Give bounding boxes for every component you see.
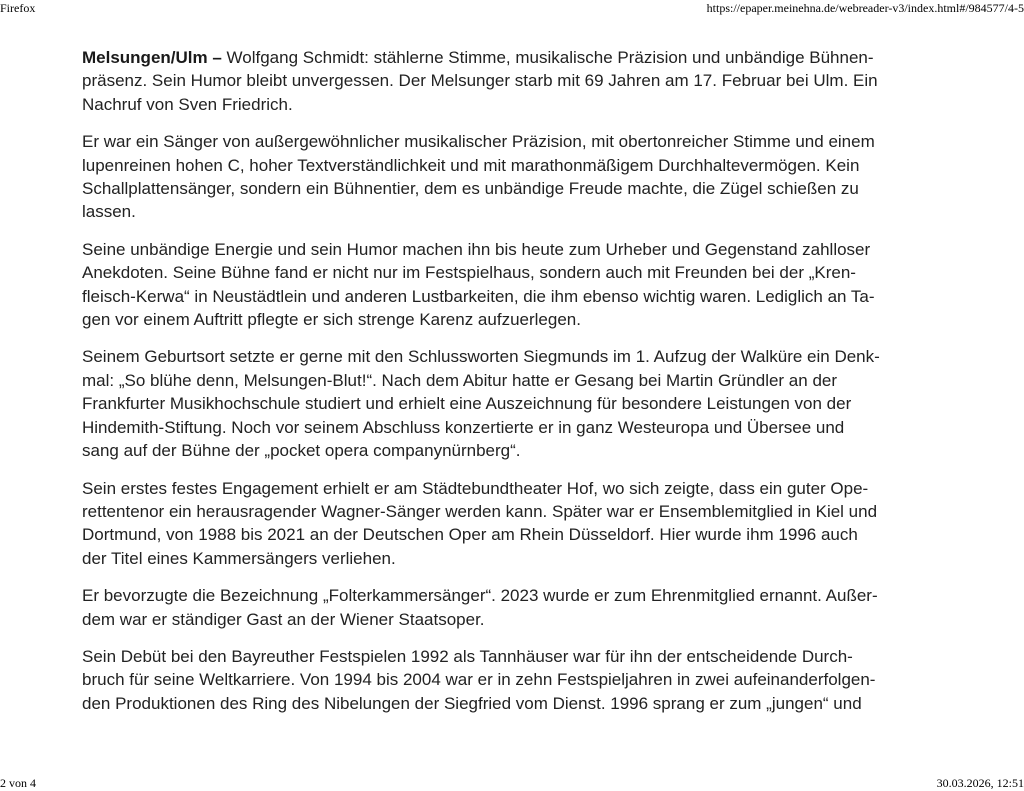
dateline: Melsungen/Ulm –: [82, 48, 222, 67]
print-header: [0, 0, 1024, 16]
article-line: gen vor einem Auftritt pflegte er sich strenge Karenz aufzuerlegen.: [82, 310, 581, 330]
article-paragraph: [82, 46, 952, 116]
article-line: präsenz. Sein Humor bleibt unvergessen. Der Melsunger starb mit 69 Jahren am 17. Februar bei Ulm. Ein: [82, 71, 878, 91]
article-line: sang auf der Bühne der „pocket opera companynürnberg“.: [82, 441, 521, 461]
article-line: Dortmund, von 1988 bis 2021 an der Deutschen Oper am Rhein Düsseldorf. Hier wurde ihm 1996 auch: [82, 525, 858, 545]
article-paragraph: [82, 477, 952, 571]
article-paragraph: [82, 345, 952, 462]
print-timestamp: 30.03.2026, 12:51: [936, 776, 1024, 790]
article-line: Seinem Geburtsort setzte er gerne mit den Schlussworten Siegmunds im 1. Aufzug der Walküre ein Denk-: [82, 347, 880, 367]
article-line: Frankfurter Musikhochschule studiert und erhielt eine Auszeichnung für besondere Leistungen von der: [82, 394, 852, 414]
article-line: dem war er ständiger Gast an der Wiener Staatsoper.: [82, 609, 485, 629]
article-line: Sein Debüt bei den Bayreuther Festspielen 1992 als Tannhäuser war für ihn der entscheidende Durch-: [82, 646, 853, 666]
article-line: Seine unbändige Energie und sein Humor machen ihn bis heute zum Urheber und Gegenstand zahlloser: [82, 239, 871, 259]
article-line: Hindemith-Stiftung. Noch vor seinem Abschluss konzertierte er in ganz Westeuropa und Übersee und: [82, 417, 845, 437]
article-line: Sein erstes festes Engagement erhielt er am Städtebundtheater Hof, wo sich zeigte, dass ein guter Ope-: [82, 478, 869, 498]
article-line: bruch für seine Weltkarriere. Von 1994 bis 2004 war er in zehn Festspieljahren in zwei aufeinanderfolgen-: [82, 670, 876, 690]
article-paragraph: [82, 130, 952, 224]
article-line: Melsungen/Ulm – Wolfgang Schmidt: stählerne Stimme, musikalische Präzision und unbändige Bühnen-: [82, 48, 874, 67]
article-line: Er bevorzugte die Bezeichnung „Folterkammersänger“. 2023 wurde er zum Ehrenmitglied ernannt. Außer-: [82, 586, 878, 606]
browser-name: Firefox: [0, 1, 36, 15]
article-paragraph: [82, 238, 952, 332]
article-line: Schallplattensänger, sondern ein Bühnentier, dem es unbändige Freude machte, die Zügel schießen zu: [82, 179, 859, 199]
page-number: 2 von 4: [0, 776, 36, 790]
article-body: [82, 46, 952, 729]
article-line: der Titel eines Kammersängers verliehen.: [82, 548, 396, 568]
article-paragraph: [82, 645, 952, 715]
article-line: den Produktionen des Ring des Nibelungen der Siegfried vom Dienst. 1996 sprang er zum „jungen“ und: [82, 693, 862, 713]
article-line: lupenreinen hohen C, hoher Textverständlichkeit und mit marathonmäßigem Durchhaltevermögen. Kein: [82, 155, 860, 175]
page-url: https://epaper.meinehna.de/webreader-v3/index.html#/984577/4-5: [706, 1, 1024, 15]
article-line: rettentenor ein herausragender Wagner-Sänger werden kann. Später war er Ensemblemitglied in Kiel und: [82, 501, 878, 521]
article-line: fleisch-Kerwa“ in Neustädtlein und anderen Lustbarkeiten, die ihm ebenso wichtig waren. Lediglich an Ta-: [82, 286, 875, 306]
article-line: mal: „So blühe denn, Melsungen-Blut!“. Nach dem Abitur hatte er Gesang bei Martin Gründler an der: [82, 370, 838, 390]
article-line: Er war ein Sänger von außergewöhnlicher musikalischer Präzision, mit obertonreicher Stimme und einem: [82, 132, 875, 152]
print-footer: [0, 775, 1024, 791]
article-line: lassen.: [82, 202, 136, 222]
article-line: Anekdoten. Seine Bühne fand er nicht nur im Festspielhaus, sondern auch mit Freunden bei der „Kren-: [82, 263, 856, 283]
article-line: Nachruf von Sven Friedrich.: [82, 94, 293, 114]
article-paragraph: [82, 584, 952, 631]
